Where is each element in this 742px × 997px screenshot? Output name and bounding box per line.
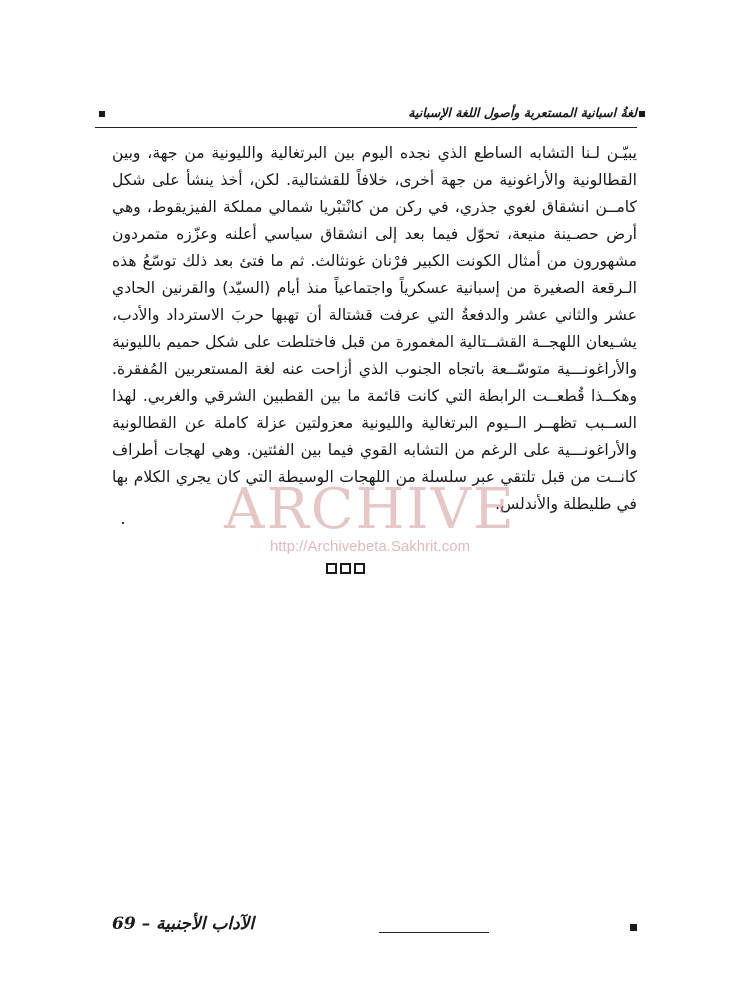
watermark-title: ARCHIVE	[224, 477, 516, 542]
body-line: الســبب تظهــر الــيوم البرتغالية والليونية معزولتين عزلة كاملة عن القطالونية	[112, 414, 637, 432]
running-header	[95, 104, 637, 126]
section-end-ornament	[326, 563, 376, 577]
body-line: والأراغونـــية متوسّــعة باتجاه الجنوب الذي أزاحت عنه لغة المستعربين المُفقرة.	[112, 360, 637, 378]
body-line: أرض حصـينة منيعة، تحوّل فيما بعد إلى انشقاق سياسي أعلنه وعزّزه متمردون	[112, 225, 637, 243]
footer-square-marker	[630, 924, 637, 931]
ornament-square-icon	[326, 563, 337, 574]
watermark-url: http://Archivebeta.Sakhrit.com	[269, 538, 471, 555]
scan-speck	[122, 522, 124, 524]
body-line: يشـيعان اللهجــة القشــتالية المغمورة من قبل فاختلطت على شكل حميم بالليونية	[112, 333, 637, 351]
body-line: يبيّـن لـنا التشابه الساطع الذي نجده اليوم بين البرتغالية والليونية من جهة، وبين	[112, 144, 637, 162]
ornament-square-icon	[340, 563, 351, 574]
footer-page-label: الآداب الأجنبية – 69	[112, 914, 255, 934]
body-line: كامــن انشقاق لغوي جذري، في ركن من كانْتبْريا شمالي مملكة الفيزيقوط، وهي	[112, 198, 637, 216]
body-line: عشر والثاني عشر والدفعةُ التي عرفت قشتالة أن تهبها حربَ الاسترداد والأدب،	[112, 306, 637, 324]
header-rule	[95, 127, 637, 128]
ornament-square-icon	[354, 563, 365, 574]
page-footer	[112, 908, 637, 938]
header-square-marker	[99, 111, 105, 117]
header-square-marker	[639, 111, 645, 117]
body-line: والأراغونـــية على الرغم من التشابه القوي فيما بين الفئتين. وهي لهجات أطراف	[112, 441, 637, 459]
body-line: القطالونية والأراغونية من جهة أخرى، خلافاً للقشتالية. لكن، أخذ ينشأ على شكل	[112, 171, 637, 189]
body-line: مشهورون من أمثال الكونت الكبير فرْنان غونثالث. ثم ما فتئ بعد ذلك توسّعُ هذه	[112, 252, 637, 270]
header-title: لغةُ اسبانية المستعربة وأصول اللغة الإسبانية	[408, 105, 637, 120]
body-line: في طليطلة والأندلس.	[495, 495, 637, 513]
footer-rule	[379, 932, 489, 933]
body-paragraph	[112, 140, 637, 518]
body-line: وهكــذا قُطعــت الرابطة التي كانت قائمة ما بين القطبين الشرقي والغربي. لهذا	[112, 387, 637, 405]
body-line: كانــت من قبل تلتقي عبر سلسلة من اللهجات الوسيطة التي كان يجري الكلام بها	[112, 468, 637, 486]
body-line: الـرقعة الصغيرة من إسبانية عسكرياً واجتماعياً منذ أيام (السيّد) والقرنين الحادي	[112, 279, 637, 297]
